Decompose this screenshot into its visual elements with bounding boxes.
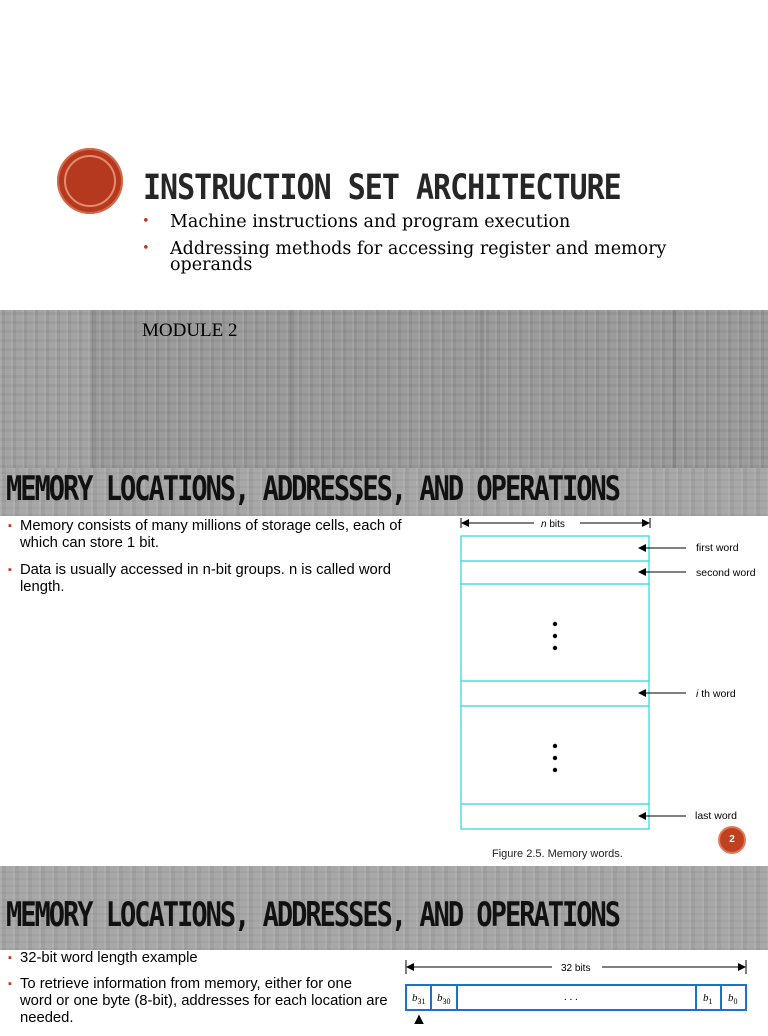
figure-caption: Figure 2.5. Memory words. [492,848,623,860]
word-length-label: 32 bits [561,963,591,974]
first-word-label: first word [696,542,739,554]
ellipsis-dot [553,634,557,638]
ellipsis-dot [553,622,557,626]
bit-cell-label: $b_1$ [703,992,713,1006]
bullet-item: ▪ To retrieve information from memory, either for one word or one byte (8-bit), addresses for each location are needed. [8,976,388,1027]
ellipsis-dot [553,646,557,650]
bullet-item: • Addressing methods for accessing register and memory operands [142,241,702,273]
memory-words-diagram [450,512,768,832]
bullet-item: ▪ Data is usually accessed in n-bit groups. n is called word length. [8,562,438,596]
second-word-label: second word [696,567,756,579]
last-word-label: last word [695,810,738,822]
bit-cell-label: $b_{30}$ [437,992,451,1006]
slide-1-bullets [142,214,702,284]
ellipsis-dot [553,756,557,760]
slide-3-bullets [8,950,388,1036]
bullet-item: ▪ 32-bit word length example [8,950,388,967]
bit-layout-diagram [400,956,760,1024]
bullet-item: ▪ Memory consists of many millions of storage cells, each of which can store 1 bit. [8,518,438,552]
section-title: MEMORY LOCATIONS, ADDRESSES, AND OPERATIONS [6,470,619,509]
ellipsis-dot [553,768,557,772]
memory-block [461,536,649,829]
bullet-item: • Machine instructions and program execution [142,214,702,230]
page-number-badge: 2 [718,826,746,854]
textured-band [0,310,768,468]
width-label: n bits [541,519,565,530]
bit-cell-label: $b_{31}$ [412,992,426,1006]
slide-2-bullets [8,518,438,606]
logo-circle-icon [57,148,123,214]
bit-ellipsis: . . . [564,991,578,1003]
bit-cell-label: $b_0$ [728,992,738,1006]
section-title: MEMORY LOCATIONS, ADDRESSES, AND OPERATIONS [6,896,619,935]
ith-word-label: i th word [696,688,736,700]
slide-title: INSTRUCTION SET ARCHITECTURE [143,168,621,209]
ellipsis-dot [553,744,557,748]
module-label: MODULE 2 [142,320,238,341]
